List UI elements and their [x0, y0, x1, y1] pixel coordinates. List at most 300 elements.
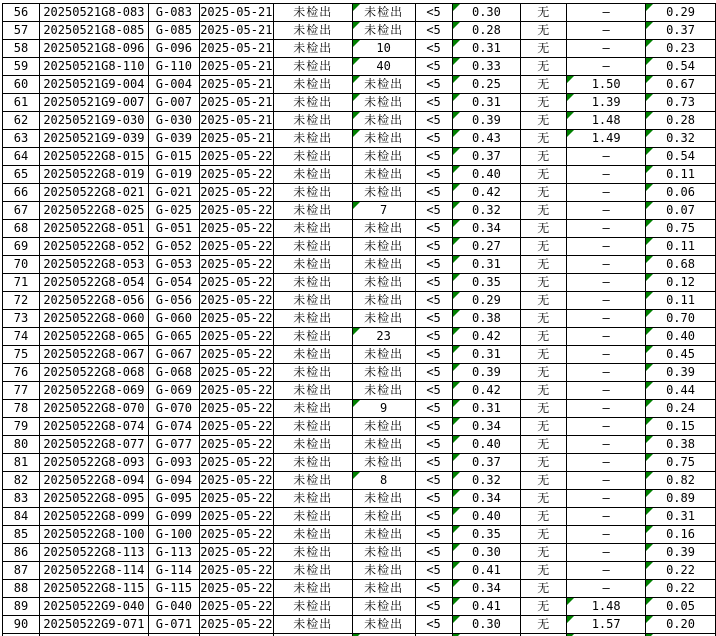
table-cell[interactable] — [39, 112, 148, 130]
table-cell[interactable] — [273, 328, 352, 346]
table-cell[interactable] — [273, 184, 352, 202]
table-cell[interactable] — [39, 616, 148, 634]
table-cell[interactable] — [646, 220, 716, 238]
table-cell[interactable] — [148, 508, 199, 526]
table-cell[interactable] — [646, 58, 716, 76]
table-cell[interactable] — [39, 580, 148, 598]
table-cell[interactable] — [415, 148, 452, 166]
table-cell[interactable] — [39, 598, 148, 616]
table-cell[interactable] — [148, 184, 199, 202]
table-cell[interactable] — [415, 364, 452, 382]
table-cell[interactable] — [352, 418, 415, 436]
table-cell[interactable] — [415, 292, 452, 310]
table-cell[interactable] — [39, 130, 148, 148]
table-cell[interactable] — [352, 562, 415, 580]
table-cell[interactable] — [352, 238, 415, 256]
table-cell[interactable] — [452, 274, 521, 292]
table-cell[interactable] — [273, 292, 352, 310]
table-cell[interactable] — [646, 598, 716, 616]
table-cell[interactable] — [452, 130, 521, 148]
table-cell[interactable] — [646, 112, 716, 130]
table-cell[interactable] — [3, 148, 40, 166]
table-cell[interactable] — [521, 202, 567, 220]
table-cell[interactable] — [39, 22, 148, 40]
table-cell[interactable] — [199, 364, 273, 382]
table-cell[interactable] — [452, 490, 521, 508]
table-cell[interactable] — [567, 418, 646, 436]
table-cell[interactable] — [273, 76, 352, 94]
table-cell[interactable] — [148, 238, 199, 256]
table-cell[interactable] — [148, 76, 199, 94]
table-cell[interactable] — [415, 454, 452, 472]
table-cell[interactable] — [352, 598, 415, 616]
table-cell[interactable] — [273, 346, 352, 364]
table-cell[interactable] — [199, 418, 273, 436]
table-cell[interactable] — [148, 400, 199, 418]
table-cell[interactable] — [148, 58, 199, 76]
table-cell[interactable] — [3, 220, 40, 238]
table-cell[interactable] — [452, 526, 521, 544]
table-cell[interactable] — [521, 112, 567, 130]
table-cell[interactable] — [646, 148, 716, 166]
table-cell[interactable] — [3, 562, 40, 580]
table-cell[interactable] — [452, 238, 521, 256]
table-cell[interactable] — [39, 418, 148, 436]
table-cell[interactable] — [352, 4, 415, 22]
table-cell[interactable] — [646, 418, 716, 436]
table-cell[interactable] — [3, 472, 40, 490]
table-cell[interactable] — [646, 562, 716, 580]
table-cell[interactable] — [415, 238, 452, 256]
table-cell[interactable] — [521, 76, 567, 94]
table-cell[interactable] — [567, 490, 646, 508]
table-cell[interactable] — [352, 328, 415, 346]
table-cell[interactable] — [452, 544, 521, 562]
table-cell[interactable] — [567, 310, 646, 328]
table-cell[interactable] — [39, 472, 148, 490]
table-cell[interactable] — [646, 346, 716, 364]
table-cell[interactable] — [148, 292, 199, 310]
table-cell[interactable] — [273, 418, 352, 436]
table-cell[interactable] — [521, 148, 567, 166]
table-cell[interactable] — [199, 400, 273, 418]
table-cell[interactable] — [39, 382, 148, 400]
table-cell[interactable] — [352, 256, 415, 274]
table-cell[interactable] — [521, 382, 567, 400]
table-cell[interactable] — [273, 220, 352, 238]
table-cell[interactable] — [199, 436, 273, 454]
table-cell[interactable] — [3, 508, 40, 526]
table-cell[interactable] — [199, 508, 273, 526]
table-cell[interactable] — [39, 292, 148, 310]
table-cell[interactable] — [273, 148, 352, 166]
table-cell[interactable] — [352, 616, 415, 634]
table-cell[interactable] — [521, 220, 567, 238]
table-cell[interactable] — [3, 130, 40, 148]
table-cell[interactable] — [148, 382, 199, 400]
table-cell[interactable] — [352, 292, 415, 310]
table-cell[interactable] — [567, 76, 646, 94]
table-cell[interactable] — [415, 508, 452, 526]
table-cell[interactable] — [199, 184, 273, 202]
table-cell[interactable] — [452, 4, 521, 22]
table-cell[interactable] — [415, 256, 452, 274]
table-cell[interactable] — [646, 508, 716, 526]
table-cell[interactable] — [567, 202, 646, 220]
table-cell[interactable] — [39, 256, 148, 274]
table-cell[interactable] — [199, 292, 273, 310]
table-cell[interactable] — [199, 616, 273, 634]
table-cell[interactable] — [521, 580, 567, 598]
table-cell[interactable] — [3, 40, 40, 58]
table-cell[interactable] — [521, 418, 567, 436]
table-cell[interactable] — [148, 4, 199, 22]
table-cell[interactable] — [567, 472, 646, 490]
table-cell[interactable] — [3, 76, 40, 94]
table-cell[interactable] — [521, 400, 567, 418]
table-cell[interactable] — [646, 364, 716, 382]
table-cell[interactable] — [148, 526, 199, 544]
table-cell[interactable] — [148, 436, 199, 454]
table-cell[interactable] — [273, 256, 352, 274]
table-cell[interactable] — [521, 472, 567, 490]
table-cell[interactable] — [39, 310, 148, 328]
table-cell[interactable] — [352, 40, 415, 58]
table-cell[interactable] — [415, 472, 452, 490]
table-cell[interactable] — [521, 328, 567, 346]
table-cell[interactable] — [646, 166, 716, 184]
table-cell[interactable] — [39, 40, 148, 58]
table-cell[interactable] — [521, 256, 567, 274]
table-cell[interactable] — [3, 310, 40, 328]
table-cell[interactable] — [273, 112, 352, 130]
table-cell[interactable] — [148, 220, 199, 238]
table-cell[interactable] — [567, 292, 646, 310]
table-cell[interactable] — [273, 472, 352, 490]
table-cell[interactable] — [567, 346, 646, 364]
table-cell[interactable] — [567, 130, 646, 148]
table-cell[interactable] — [521, 490, 567, 508]
table-cell[interactable] — [352, 472, 415, 490]
table-cell[interactable] — [39, 328, 148, 346]
table-cell[interactable] — [3, 346, 40, 364]
table-cell[interactable] — [452, 40, 521, 58]
table-cell[interactable] — [352, 184, 415, 202]
table-cell[interactable] — [3, 166, 40, 184]
table-cell[interactable] — [199, 580, 273, 598]
table-cell[interactable] — [148, 580, 199, 598]
table-cell[interactable] — [521, 166, 567, 184]
table-cell[interactable] — [273, 4, 352, 22]
table-cell[interactable] — [415, 202, 452, 220]
table-cell[interactable] — [567, 544, 646, 562]
table-cell[interactable] — [567, 4, 646, 22]
table-cell[interactable] — [521, 58, 567, 76]
table-cell[interactable] — [567, 148, 646, 166]
table-cell[interactable] — [352, 580, 415, 598]
table-cell[interactable] — [273, 202, 352, 220]
table-cell[interactable] — [521, 94, 567, 112]
table-cell[interactable] — [352, 544, 415, 562]
table-cell[interactable] — [199, 310, 273, 328]
table-cell[interactable] — [415, 562, 452, 580]
table-cell[interactable] — [646, 22, 716, 40]
table-cell[interactable] — [39, 274, 148, 292]
table-cell[interactable] — [3, 238, 40, 256]
table-cell[interactable] — [646, 238, 716, 256]
table-cell[interactable] — [148, 544, 199, 562]
table-cell[interactable] — [521, 184, 567, 202]
table-cell[interactable] — [273, 544, 352, 562]
table-cell[interactable] — [567, 526, 646, 544]
table-cell[interactable] — [352, 22, 415, 40]
table-cell[interactable] — [415, 58, 452, 76]
table-cell[interactable] — [452, 598, 521, 616]
table-cell[interactable] — [452, 436, 521, 454]
table-cell[interactable] — [521, 544, 567, 562]
table-cell[interactable] — [39, 58, 148, 76]
table-cell[interactable] — [148, 490, 199, 508]
table-cell[interactable] — [567, 220, 646, 238]
table-cell[interactable] — [3, 400, 40, 418]
table-cell[interactable] — [148, 328, 199, 346]
table-cell[interactable] — [148, 472, 199, 490]
table-cell[interactable] — [199, 58, 273, 76]
table-cell[interactable] — [199, 454, 273, 472]
table-cell[interactable] — [148, 94, 199, 112]
table-cell[interactable] — [352, 112, 415, 130]
table-cell[interactable] — [452, 184, 521, 202]
table-cell[interactable] — [273, 310, 352, 328]
table-cell[interactable] — [452, 364, 521, 382]
table-cell[interactable] — [3, 184, 40, 202]
table-cell[interactable] — [352, 364, 415, 382]
table-cell[interactable] — [3, 418, 40, 436]
table-cell[interactable] — [39, 76, 148, 94]
table-cell[interactable] — [3, 490, 40, 508]
table-cell[interactable] — [521, 274, 567, 292]
table-cell[interactable] — [521, 508, 567, 526]
table-cell[interactable] — [452, 202, 521, 220]
table-cell[interactable] — [199, 94, 273, 112]
table-cell[interactable] — [148, 40, 199, 58]
table-cell[interactable] — [273, 598, 352, 616]
table-cell[interactable] — [352, 58, 415, 76]
table-cell[interactable] — [567, 94, 646, 112]
table-cell[interactable] — [415, 274, 452, 292]
table-cell[interactable] — [3, 256, 40, 274]
table-cell[interactable] — [3, 382, 40, 400]
table-cell[interactable] — [521, 526, 567, 544]
table-cell[interactable] — [39, 346, 148, 364]
table-cell[interactable] — [39, 148, 148, 166]
table-cell[interactable] — [452, 94, 521, 112]
table-cell[interactable] — [452, 58, 521, 76]
table-cell[interactable] — [521, 22, 567, 40]
table-cell[interactable] — [199, 76, 273, 94]
table-cell[interactable] — [273, 508, 352, 526]
table-cell[interactable] — [3, 544, 40, 562]
table-cell[interactable] — [39, 400, 148, 418]
table-cell[interactable] — [567, 274, 646, 292]
table-cell[interactable] — [273, 130, 352, 148]
table-cell[interactable] — [415, 22, 452, 40]
table-cell[interactable] — [273, 238, 352, 256]
table-cell[interactable] — [415, 112, 452, 130]
table-cell[interactable] — [273, 400, 352, 418]
table-cell[interactable] — [273, 22, 352, 40]
table-cell[interactable] — [273, 382, 352, 400]
table-cell[interactable] — [646, 328, 716, 346]
table-cell[interactable] — [415, 418, 452, 436]
table-cell[interactable] — [646, 310, 716, 328]
table-cell[interactable] — [148, 22, 199, 40]
table-cell[interactable] — [352, 382, 415, 400]
table-cell[interactable] — [199, 238, 273, 256]
table-cell[interactable] — [199, 220, 273, 238]
table-cell[interactable] — [567, 580, 646, 598]
table-cell[interactable] — [352, 94, 415, 112]
table-cell[interactable] — [646, 40, 716, 58]
table-cell[interactable] — [39, 526, 148, 544]
table-cell[interactable] — [273, 454, 352, 472]
table-cell[interactable] — [415, 40, 452, 58]
table-cell[interactable] — [199, 256, 273, 274]
table-cell[interactable] — [452, 418, 521, 436]
table-cell[interactable] — [3, 292, 40, 310]
table-cell[interactable] — [415, 130, 452, 148]
table-cell[interactable] — [521, 364, 567, 382]
table-cell[interactable] — [415, 94, 452, 112]
table-cell[interactable] — [415, 544, 452, 562]
table-cell[interactable] — [273, 526, 352, 544]
table-cell[interactable] — [39, 238, 148, 256]
table-cell[interactable] — [273, 490, 352, 508]
table-cell[interactable] — [3, 454, 40, 472]
table-cell[interactable] — [415, 166, 452, 184]
table-cell[interactable] — [521, 40, 567, 58]
table-cell[interactable] — [452, 76, 521, 94]
table-cell[interactable] — [3, 598, 40, 616]
table-cell[interactable] — [415, 490, 452, 508]
table-cell[interactable] — [148, 166, 199, 184]
table-cell[interactable] — [148, 202, 199, 220]
table-cell[interactable] — [452, 220, 521, 238]
table-cell[interactable] — [39, 490, 148, 508]
table-cell[interactable] — [273, 40, 352, 58]
table-cell[interactable] — [273, 562, 352, 580]
table-cell[interactable] — [3, 328, 40, 346]
table-cell[interactable] — [148, 418, 199, 436]
table-cell[interactable] — [39, 166, 148, 184]
table-cell[interactable] — [199, 346, 273, 364]
table-cell[interactable] — [3, 274, 40, 292]
table-cell[interactable] — [521, 292, 567, 310]
table-cell[interactable] — [415, 580, 452, 598]
table-cell[interactable] — [148, 598, 199, 616]
table-cell[interactable] — [148, 148, 199, 166]
table-cell[interactable] — [148, 616, 199, 634]
table-cell[interactable] — [452, 508, 521, 526]
table-cell[interactable] — [415, 328, 452, 346]
table-cell[interactable] — [646, 454, 716, 472]
table-cell[interactable] — [415, 346, 452, 364]
table-cell[interactable] — [452, 256, 521, 274]
table-cell[interactable] — [3, 364, 40, 382]
table-cell[interactable] — [39, 454, 148, 472]
table-cell[interactable] — [352, 346, 415, 364]
table-cell[interactable] — [646, 490, 716, 508]
table-cell[interactable] — [452, 346, 521, 364]
table-cell[interactable] — [352, 490, 415, 508]
table-cell[interactable] — [199, 382, 273, 400]
table-cell[interactable] — [352, 148, 415, 166]
table-cell[interactable] — [199, 202, 273, 220]
table-cell[interactable] — [567, 382, 646, 400]
table-cell[interactable] — [452, 112, 521, 130]
table-cell[interactable] — [148, 112, 199, 130]
table-cell[interactable] — [415, 526, 452, 544]
table-cell[interactable] — [567, 184, 646, 202]
table-cell[interactable] — [646, 616, 716, 634]
table-cell[interactable] — [452, 22, 521, 40]
table-cell[interactable] — [646, 400, 716, 418]
table-cell[interactable] — [567, 364, 646, 382]
table-cell[interactable] — [3, 526, 40, 544]
table-cell[interactable] — [646, 274, 716, 292]
table-cell[interactable] — [646, 94, 716, 112]
table-cell[interactable] — [415, 598, 452, 616]
table-cell[interactable] — [3, 94, 40, 112]
table-cell[interactable] — [646, 580, 716, 598]
table-cell[interactable] — [3, 4, 40, 22]
table-cell[interactable] — [199, 130, 273, 148]
table-cell[interactable] — [199, 40, 273, 58]
table-cell[interactable] — [452, 472, 521, 490]
table-cell[interactable] — [3, 616, 40, 634]
table-cell[interactable] — [352, 130, 415, 148]
table-cell[interactable] — [567, 508, 646, 526]
table-cell[interactable] — [3, 202, 40, 220]
table-cell[interactable] — [3, 436, 40, 454]
table-cell[interactable] — [415, 220, 452, 238]
table-cell[interactable] — [646, 184, 716, 202]
table-cell[interactable] — [646, 436, 716, 454]
table-cell[interactable] — [148, 346, 199, 364]
table-cell[interactable] — [567, 562, 646, 580]
table-cell[interactable] — [39, 508, 148, 526]
table-cell[interactable] — [273, 166, 352, 184]
table-cell[interactable] — [273, 364, 352, 382]
table-cell[interactable] — [199, 544, 273, 562]
table-cell[interactable] — [646, 130, 716, 148]
table-cell[interactable] — [352, 202, 415, 220]
table-cell[interactable] — [415, 382, 452, 400]
table-cell[interactable] — [452, 148, 521, 166]
table-cell[interactable] — [452, 382, 521, 400]
table-cell[interactable] — [273, 94, 352, 112]
table-cell[interactable] — [452, 454, 521, 472]
table-cell[interactable] — [199, 22, 273, 40]
table-cell[interactable] — [646, 526, 716, 544]
table-cell[interactable] — [199, 166, 273, 184]
table-cell[interactable] — [273, 616, 352, 634]
table-cell[interactable] — [452, 310, 521, 328]
table-cell[interactable] — [567, 400, 646, 418]
table-cell[interactable] — [39, 4, 148, 22]
table-cell[interactable] — [352, 526, 415, 544]
table-cell[interactable] — [521, 616, 567, 634]
